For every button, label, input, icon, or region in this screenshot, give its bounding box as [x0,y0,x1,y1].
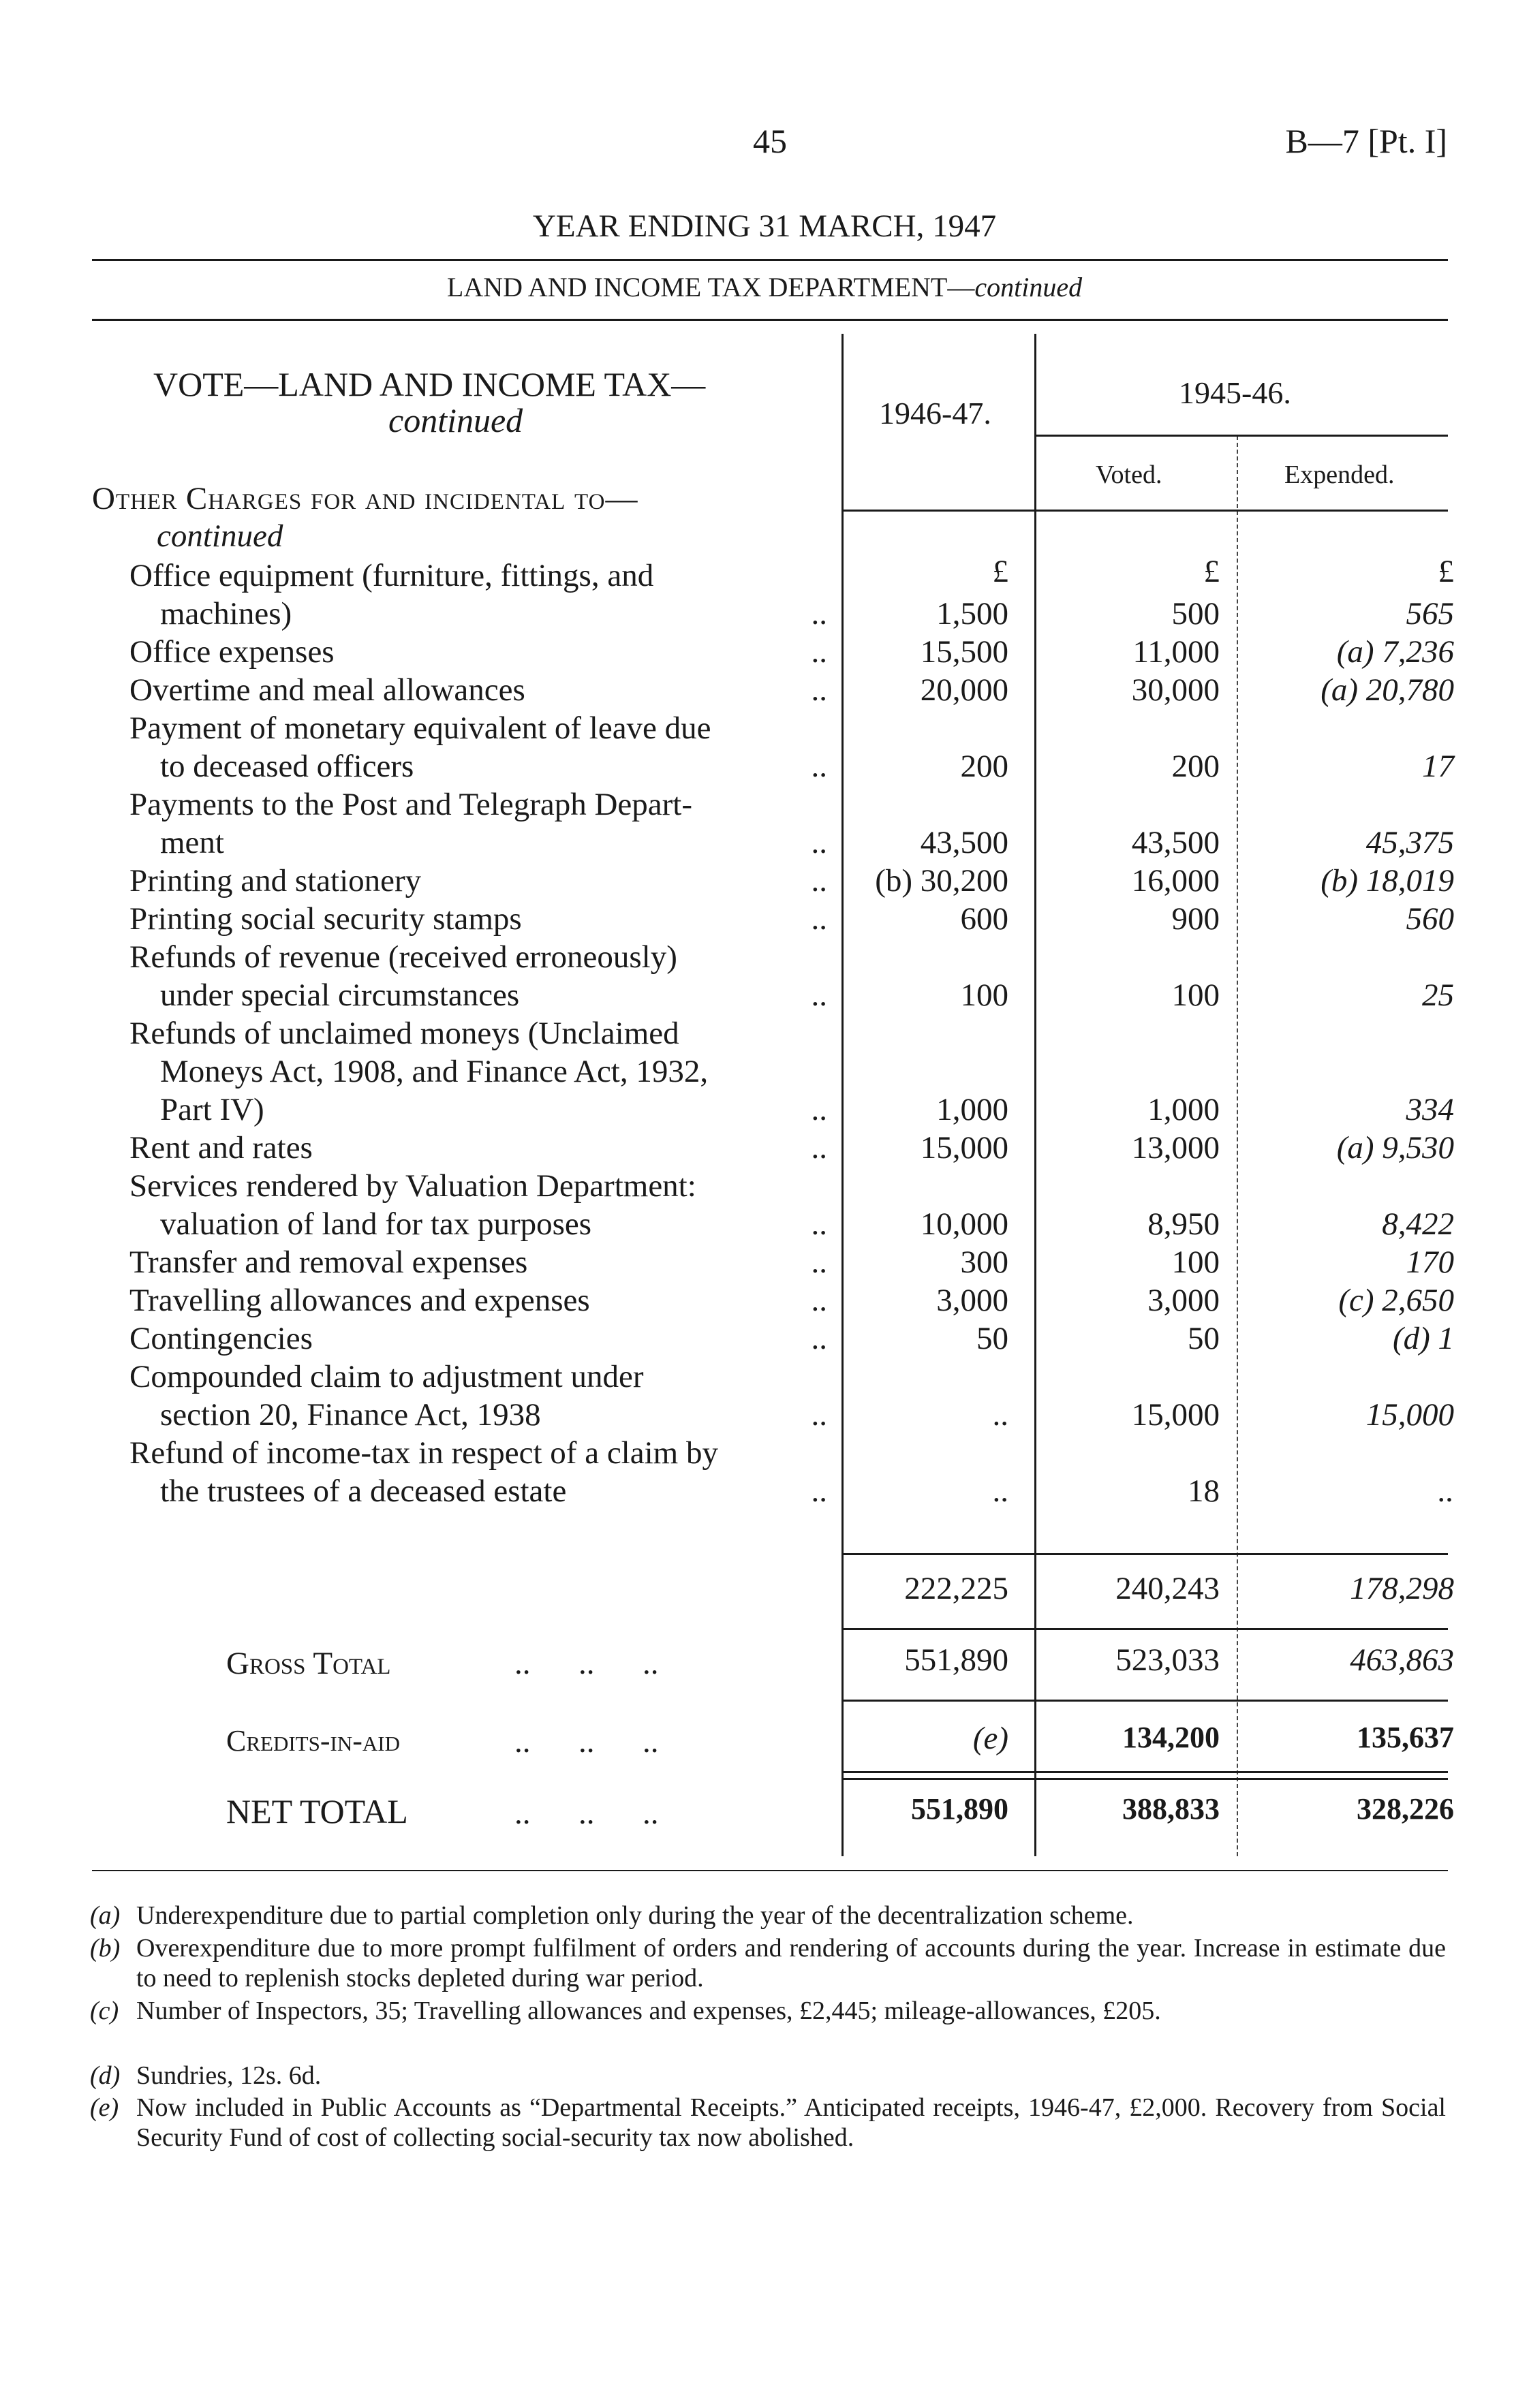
footnote [90,1901,1446,1930]
credits-leader: .. .. .. [514,1724,659,1760]
row-label-line: Compounded claim to adjustment under [129,1359,644,1394]
cell-voted: 100 [1171,1245,1220,1280]
section-heading: Other Charges for and incidental to— [92,481,638,516]
credits-voted: 134,200 [1122,1721,1220,1754]
cell-voted: 8,950 [1147,1206,1220,1242]
dot-leader: .. [811,901,827,937]
rule-under-1945-46 [1034,435,1448,437]
dot-leader: .. [811,825,827,860]
footnote [90,2093,1446,2183]
row-label-line: Part IV) [160,1092,264,1127]
net-total-expended: 328,226 [1357,1792,1454,1826]
cell-1946-47: 43,500 [920,825,1008,860]
footnote-text: Sundries, 12s. 6d. [136,2061,322,2090]
gross-total-label: Gross Total [226,1646,391,1681]
cell-voted: 13,000 [1131,1130,1220,1166]
dot-leader: .. [811,1130,827,1166]
currency-voted: £ [1203,554,1220,589]
row-label-line: Refund of income-tax in respect of a claim by [129,1435,718,1471]
footnote-text: Overexpenditure due to more prompt fulfilment of orders and rendering of accounts during the year. Increase in estimate due to need to replenish stocks depleted during war period. [136,1934,1446,1992]
cell-1946-47: 15,500 [920,634,1008,670]
cell-1946-47: 10,000 [920,1206,1008,1242]
dot-leader: .. [811,978,827,1013]
cell-1946-47: 200 [960,749,1008,784]
footnote-key: (c) [90,1997,119,2025]
footnote-key: (e) [90,2093,119,2122]
row-label-line: valuation of land for tax purposes [160,1206,592,1242]
cell-expended: 560 [1406,901,1454,937]
cell-1946-47: .. [992,1397,1008,1433]
subtotal-1946-47: 222,225 [904,1571,1008,1606]
dot-leader: .. [811,1245,827,1280]
section-continued: continued [157,518,283,554]
currency-1946-47: £ [992,554,1008,589]
row-label-line: Office expenses [129,634,335,670]
dot-leader: .. [811,1092,827,1127]
cell-voted: 100 [1171,978,1220,1013]
cell-voted: 43,500 [1131,825,1220,860]
dot-leader: .. [811,596,827,631]
footnote-text: Now included in Public Accounts as “Departmental Receipts.” Anticipated receipts, 1946-47, £2,000. Recovery from Social Security Fund of cost of collecting social-security tax now abolished. [136,2093,1446,2152]
column-1945-46: 1945-46. [1179,375,1291,410]
dot-leader: .. [811,863,827,898]
dot-leader: .. [811,1473,827,1509]
cell-voted: 11,000 [1132,634,1220,670]
row-label-line: Moneys Act, 1908, and Finance Act, 1932, [160,1054,709,1089]
document-reference: B—7 [Pt. I] [1285,122,1447,160]
cell-voted: 1,000 [1147,1092,1220,1127]
net-total-voted: 388,833 [1122,1792,1220,1826]
cell-expended: (a) 20,780 [1320,672,1454,708]
currency-expended: £ [1438,554,1454,589]
rule-above-credits [841,1700,1448,1702]
footnote-key: (a) [90,1901,121,1930]
row-label-line: under special circumstances [160,978,520,1013]
dot-leader: .. [811,1206,827,1242]
cell-1946-47: 20,000 [920,672,1008,708]
gross-total-voted: 523,033 [1115,1642,1220,1678]
cell-1946-47: 3,000 [936,1283,1008,1318]
cell-expended: 8,422 [1382,1206,1454,1242]
footnote [90,1996,1446,2056]
year-title: YEAR ENDING 31 MARCH, 1947 [532,208,997,244]
row-label-line: Services rendered by Valuation Department: [129,1168,696,1204]
row-label-line: Refunds of revenue (received erroneously) [129,939,677,975]
cell-expended: (a) 7,236 [1336,634,1454,670]
credits-expended: 135,637 [1357,1721,1454,1754]
net-total-leader: .. .. .. [514,1796,659,1831]
row-label-line: Payment of monetary equivalent of leave due [129,710,711,746]
dot-leader: .. [811,1321,827,1356]
credits-1946-47: (e) [972,1721,1008,1756]
cell-voted: 15,000 [1131,1397,1220,1433]
cell-expended: 25 [1422,978,1454,1013]
gross-total-expended: 463,863 [1350,1642,1454,1678]
rule-top [92,259,1448,261]
row-label-line: Refunds of unclaimed moneys (Unclaimed [129,1016,679,1051]
cell-expended: (b) 18,019 [1320,863,1454,898]
row-label-line: Overtime and meal allowances [129,672,525,708]
department-title: LAND AND INCOME TAX DEPARTMENT—continued [446,272,1083,302]
cell-voted: 3,000 [1147,1283,1220,1318]
vote-title: VOTE—LAND AND INCOME TAX— [153,365,706,403]
row-label-line: to deceased officers [160,749,414,784]
footnote-key: (d) [90,2061,121,2090]
cell-expended: (d) 1 [1392,1321,1454,1356]
row-label-line: machines) [160,596,292,631]
rule-above-net-total-b [841,1778,1448,1780]
cell-1946-47: 100 [960,978,1008,1013]
dot-leader: .. [811,1397,827,1433]
dot-leader: .. [811,634,827,670]
rule-above-net-total-a [841,1771,1448,1773]
cell-expended: 334 [1406,1092,1454,1127]
row-label-line: Transfer and removal expenses [129,1245,528,1280]
footnote [90,2061,1446,2091]
column-1946-47: 1946-47. [879,396,991,431]
cell-voted: 200 [1171,749,1220,784]
subtotal-voted: 240,243 [1115,1571,1220,1606]
rule-under-headings [841,510,1448,512]
cell-1946-47: .. [992,1473,1008,1509]
cell-expended: (c) 2,650 [1338,1283,1454,1318]
dot-leader: .. [811,749,827,784]
cell-expended: 170 [1406,1245,1454,1280]
row-label-line: Printing social security stamps [129,901,522,937]
cell-voted: 900 [1171,901,1220,937]
cell-voted: 16,000 [1131,863,1220,898]
row-label-line: the trustees of a deceased estate [160,1473,567,1509]
net-total-1946-47: 551,890 [911,1792,1008,1826]
footnote-text: Underexpenditure due to partial completion only during the year of the decentralization scheme. [136,1901,1134,1930]
rule-col-expended [1237,436,1238,1856]
row-label-line: Contingencies [129,1321,313,1356]
cell-expended: 565 [1406,596,1454,631]
row-label-line: Payments to the Post and Telegraph Depart- [129,787,692,822]
cell-voted: 18 [1188,1473,1220,1509]
dot-leader: .. [811,672,827,708]
cell-voted: 500 [1171,596,1220,631]
cell-voted: 50 [1188,1321,1220,1356]
row-label-line: Travelling allowances and expenses [129,1283,590,1318]
page-number: 45 [753,122,787,160]
cell-expended: 15,000 [1365,1397,1454,1433]
rule-above-footnotes [92,1870,1448,1871]
column-voted: Voted. [1096,460,1162,489]
row-label-line: Rent and rates [129,1130,313,1166]
column-expended: Expended. [1284,460,1395,489]
cell-expended: .. [1438,1473,1454,1509]
gross-total-1946-47: 551,890 [904,1642,1008,1678]
rule-under-department [92,319,1448,321]
cell-expended: 17 [1422,749,1454,784]
cell-1946-47: 15,000 [920,1130,1008,1166]
footnote-key: (b) [90,1934,121,1963]
cell-1946-47: 1,000 [936,1092,1008,1127]
cell-1946-47: 600 [960,901,1008,937]
credits-in-aid-label: Credits-in-aid [226,1724,400,1757]
cell-expended: (a) 9,530 [1336,1130,1454,1166]
footnote-text: Number of Inspectors, 35; Travelling allowances and expenses, £2,445; mileage-allowances, £205. [136,1997,1161,2025]
footnote [90,1933,1446,1993]
net-total-label: NET TOTAL [226,1792,408,1830]
cell-1946-47: 300 [960,1245,1008,1280]
rule-above-gross-total [841,1628,1448,1630]
cell-1946-47: (b) 30,200 [875,863,1008,898]
row-label-line: Office equipment (furniture, fittings, and [129,558,654,593]
cell-1946-47: 50 [976,1321,1008,1356]
gross-total-leader: .. .. .. [514,1646,659,1681]
row-label-line: Printing and stationery [129,863,422,898]
cell-voted: 30,000 [1131,672,1220,708]
cell-1946-47: 1,500 [936,596,1008,631]
subtotal-expended: 178,298 [1350,1571,1454,1606]
vote-continued: continued [388,401,523,439]
dot-leader: .. [811,1283,827,1318]
cell-expended: 45,375 [1365,825,1454,860]
rule-above-subtotal [841,1553,1448,1555]
row-label-line: section 20, Finance Act, 1938 [160,1397,541,1433]
row-label-line: ment [160,825,224,860]
